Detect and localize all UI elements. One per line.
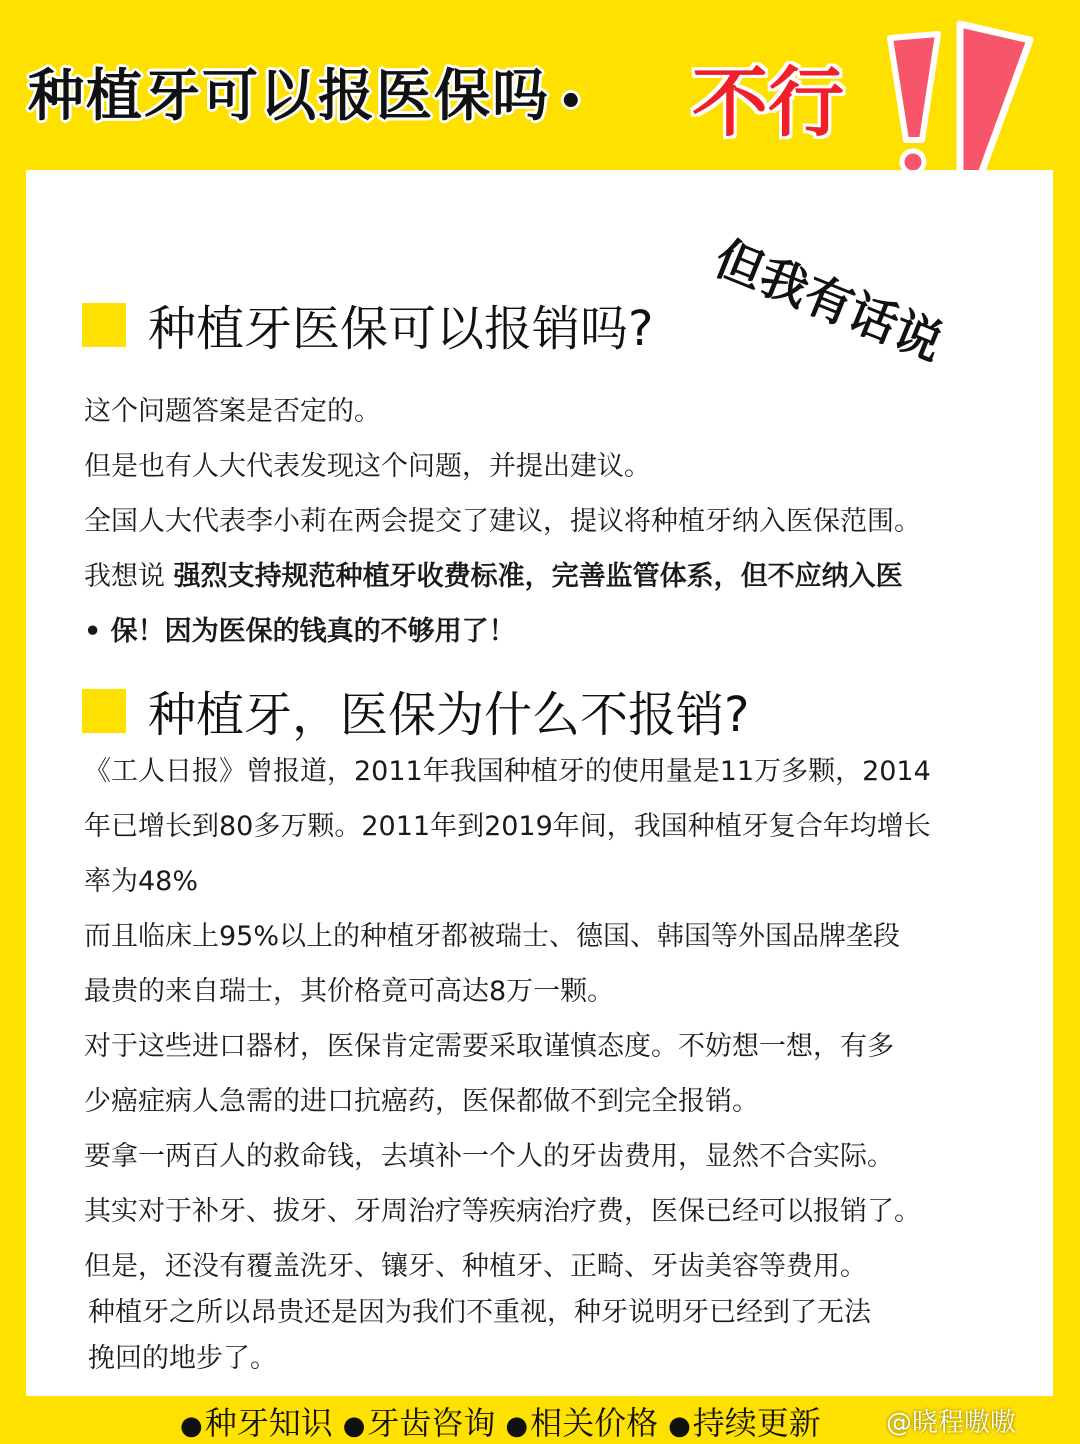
body-line: 年已增长到80多万颗。2011年到2019年间，我国种植牙复合年均增长 [84,811,931,842]
emphasis-text: 强烈支持规范种植牙收费标准，完善监管体系，但不应纳入医 [173,561,903,592]
emphasis-line-2: • 保！因为医保的钱真的不够用了！ [84,616,516,647]
body-line: 要拿一两百人的救命钱，去填补一个人的牙齿费用，显然不合实际。 [84,1141,894,1172]
body-line: 全国人大代表李小莉在两会提交了建议，提议将种植牙纳入医保范围。 [84,506,921,537]
section-heading-1: 种植牙医保可以报销吗? [82,290,653,359]
body-line: 但是，还没有覆盖洗牙、镶牙、种植牙、正畸、牙齿美容等费用。 [84,1251,867,1282]
body-line: 其实对于补牙、拔牙、牙周治疗等疾病治疗费，医保已经可以报销了。 [84,1196,921,1227]
body-line: 这个问题答案是否定的。 [84,396,381,427]
yellow-square-icon [82,689,126,733]
body-line: 《工人日报》曾报道，2011年我国种植牙的使用量是11万多颗，2014 [84,756,931,787]
body-line: 但是也有人大代表发现这个问题，并提出建议。 [84,451,651,482]
body-line: 种植牙之所以昂贵还是因为我们不重视，种牙说明牙已经到了无法 [88,1297,871,1328]
section-2-body [84,744,1039,1294]
bullet-icon: ● [668,1411,691,1441]
page-title: 种植牙可以报医保吗 • [28,64,586,129]
comment-stamp: 但我有话说 [706,230,951,373]
answer-heading: 不行 [692,58,844,147]
yellow-square-icon [82,303,126,347]
section-1-body [84,384,1039,659]
body-line: 少癌症病人急需的进口抗癌药，医保都做不到完全报销。 [84,1086,759,1117]
footer-tag: ●持续更新 [668,1404,821,1442]
body-line: 对于这些进口器材，医保肯定需要采取谨慎态度。不妨想一想，有多 [84,1031,894,1062]
body-line: 挽回的地步了。 [88,1343,277,1374]
emphasis-text-2: 保！因为医保的钱真的不够用了！ [110,616,516,647]
author-watermark: @晓程嗷嗷 [886,1408,1017,1438]
section-2-closing [88,1290,1043,1382]
footer-tag: ●牙齿咨询 [342,1404,496,1442]
footer-tags [180,1398,821,1444]
emphasis-line [84,549,1039,604]
emphasis-lead: 我想说 [84,561,174,592]
body-line: 率为48% [84,866,199,897]
body-line: 最贵的来自瑞士，其价格竟可高达8万一颗。 [84,976,615,1007]
footer-tag: ●相关价格 [505,1404,659,1442]
bullet-icon: ● [342,1411,366,1441]
bullet-icon: ● [180,1411,203,1441]
footer-tag: ●种牙知识 [180,1404,333,1442]
body-line: 而且临床上95%以上的种植牙都被瑞士、德国、韩国等外国品牌垄段 [84,921,901,952]
bullet-icon: ● [505,1411,529,1441]
section-heading-2: 种植牙，医保为什么不报销? [82,676,749,745]
